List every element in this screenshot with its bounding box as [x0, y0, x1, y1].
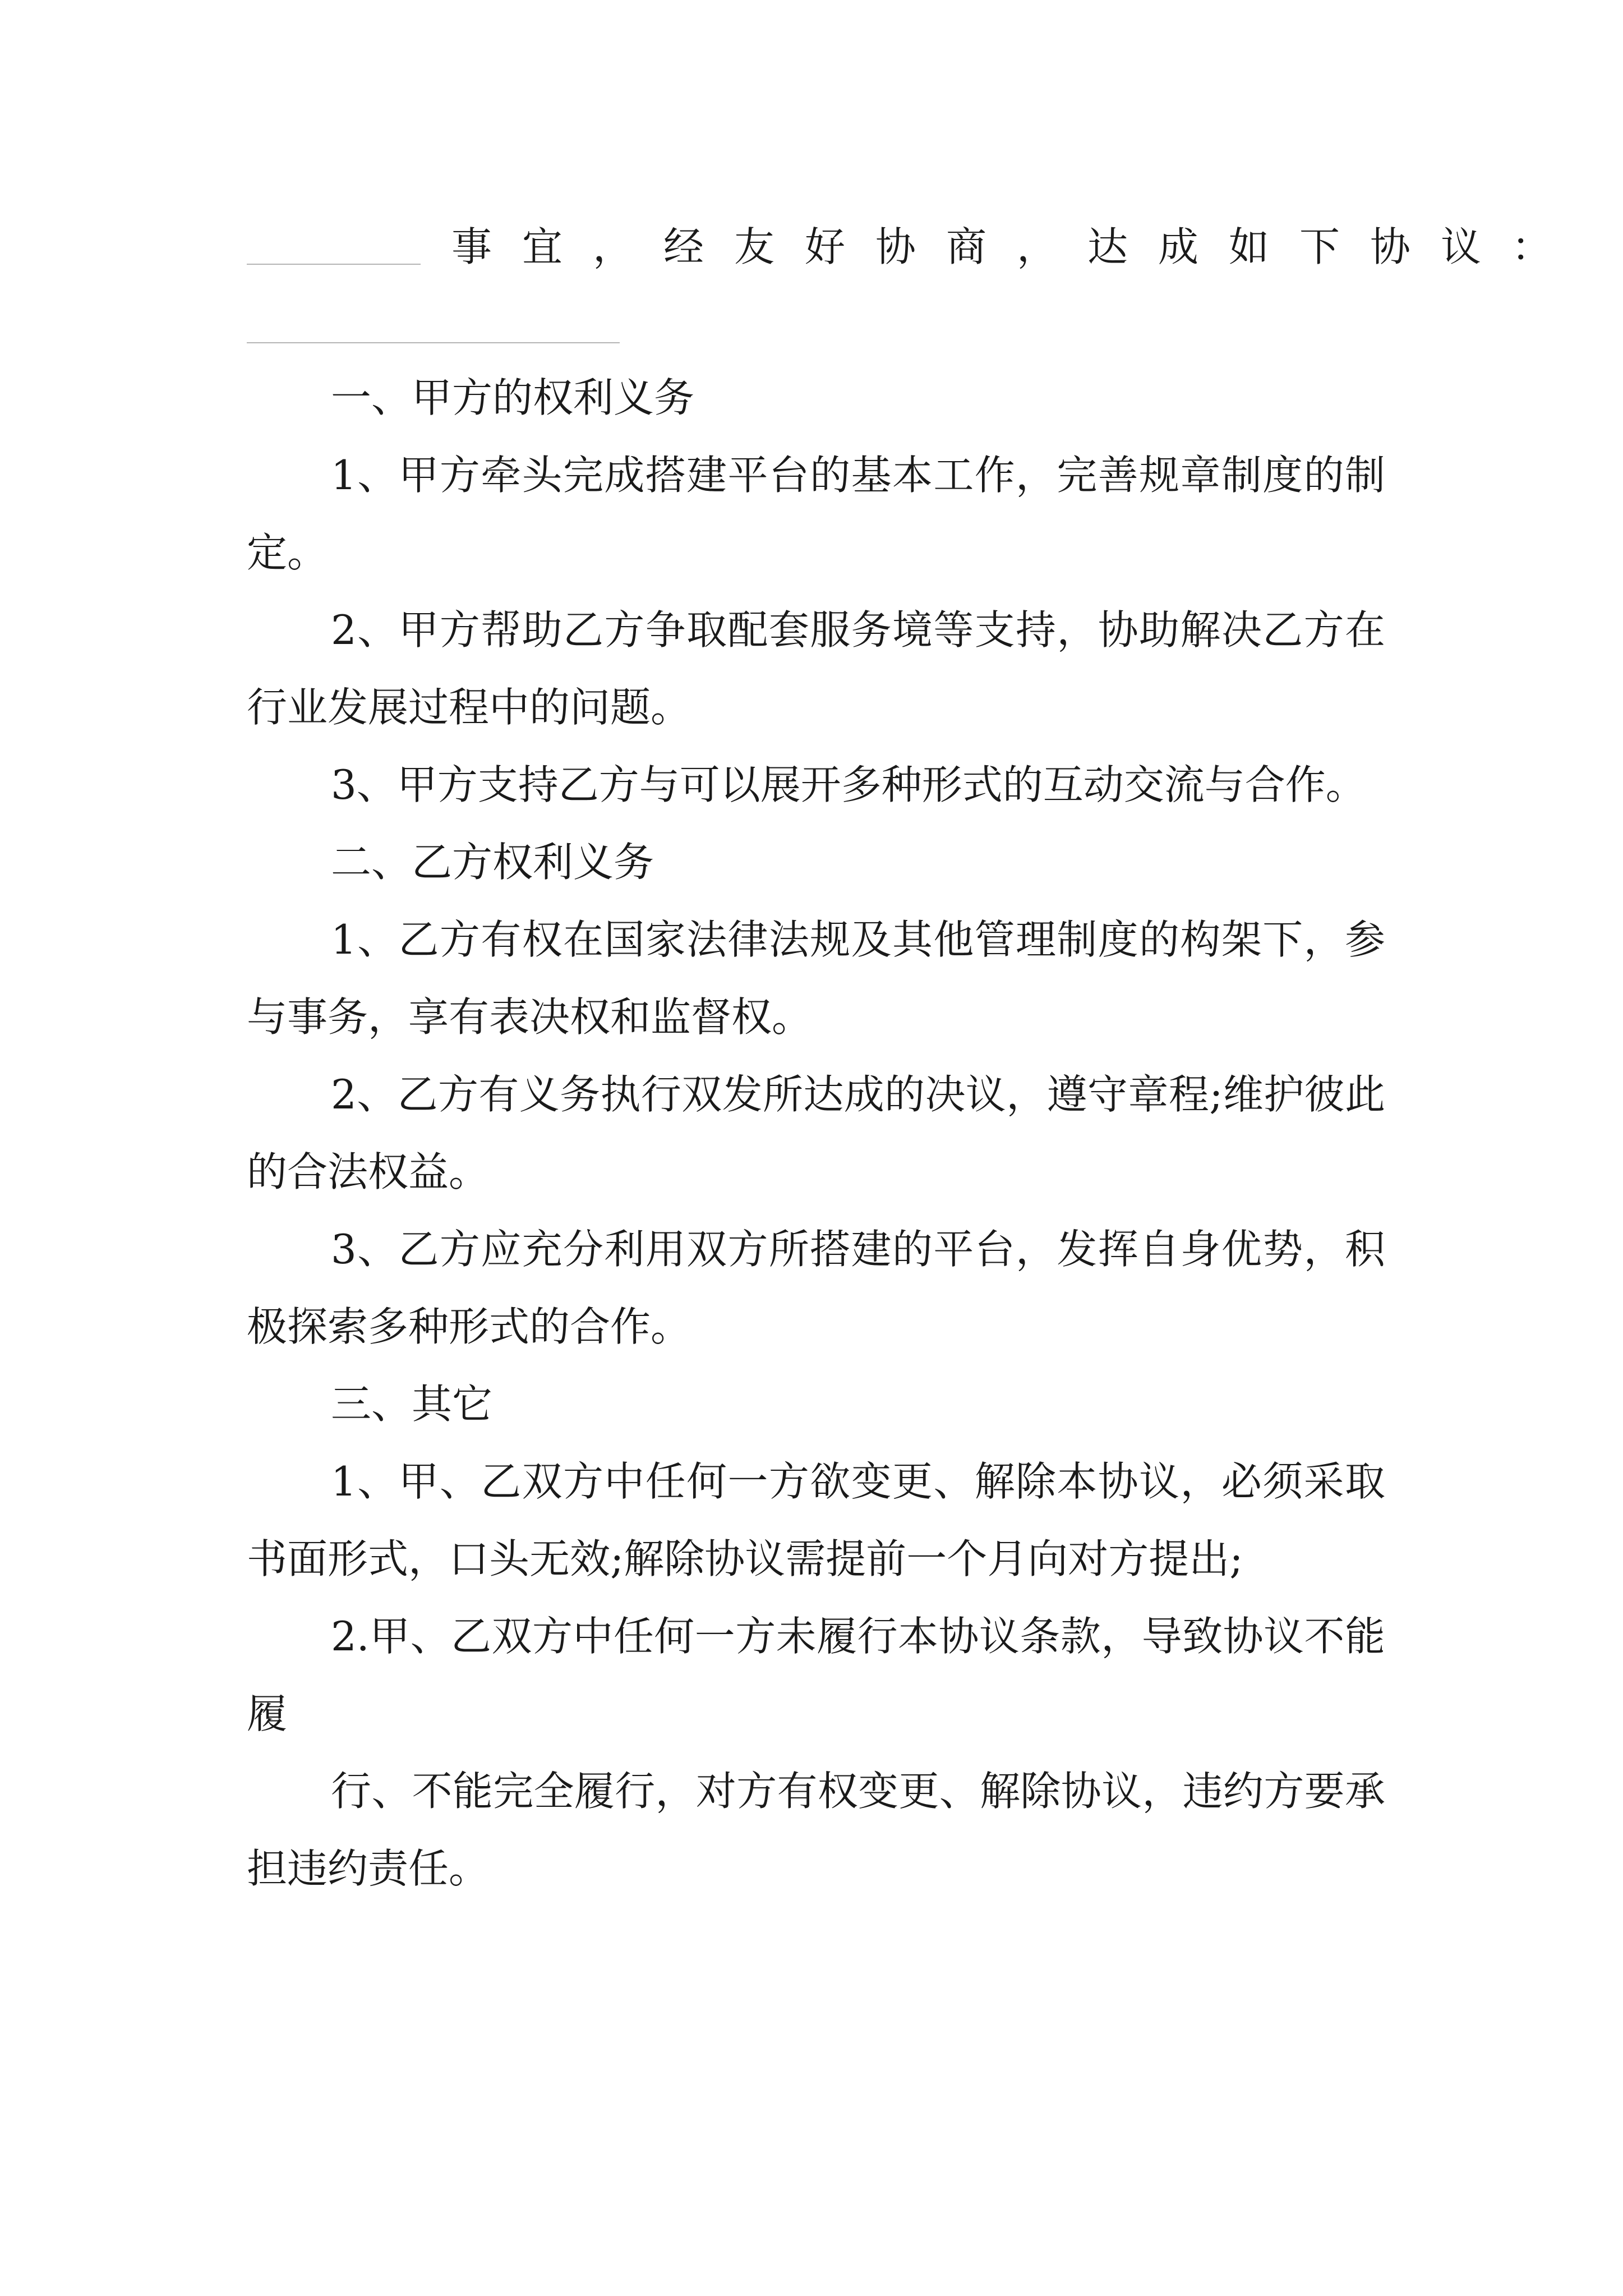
clause-a-2: 2、甲方帮助乙方争取配套服务境等支持，协助解决乙方在行业发展过程中的问题。 [247, 606, 1385, 731]
clause-b-2: 2、乙方有义务执行双发所达成的决议，遵守章程;维护彼此的合法权益。 [247, 1071, 1385, 1195]
clause-b-1: 1、乙方有权在国家法律法规及其他管理制度的构架下，参与事务，享有表决权和监督权。 [247, 916, 1385, 1041]
intro-line [247, 213, 1583, 280]
agreement-body [247, 359, 1385, 1907]
clause-b-3: 3、乙方应充分利用双方所搭建的平台，发挥自身优势，积极探索多种形式的合作。 [247, 1226, 1385, 1350]
fill-in-blank-long [247, 342, 620, 343]
clause-a-3: 3、甲方支持乙方与可以展开多种形式的互动交流与合作。 [331, 761, 1366, 808]
clause-c-1: 1、甲、乙双方中任何一方欲变更、解除本协议，必须采取书面形式，口头无效;解除协议需提前一个月向对方提出; [247, 1458, 1385, 1582]
intro-text: 事宜，经友好协商，达成如下协议： [451, 223, 1583, 270]
clause-a-1: 1、甲方牵头完成搭建平台的基本工作，完善规章制度的制定。 [247, 452, 1385, 576]
section-heading-other: 三、其它 [331, 1381, 493, 1428]
section-heading-party-b: 二、乙方权利义务 [331, 839, 654, 886]
clause-c-2-continued: 行、不能完全履行，对方有权变更、解除协议，违约方要承担违约责任。 [247, 1768, 1385, 1892]
fill-in-blank [247, 264, 421, 265]
clause-c-2: 2.甲、乙双方中任何一方未履行本协议条款，导致协议不能履 [247, 1613, 1385, 1737]
section-heading-party-a: 一、甲方的权利义务 [331, 374, 695, 421]
